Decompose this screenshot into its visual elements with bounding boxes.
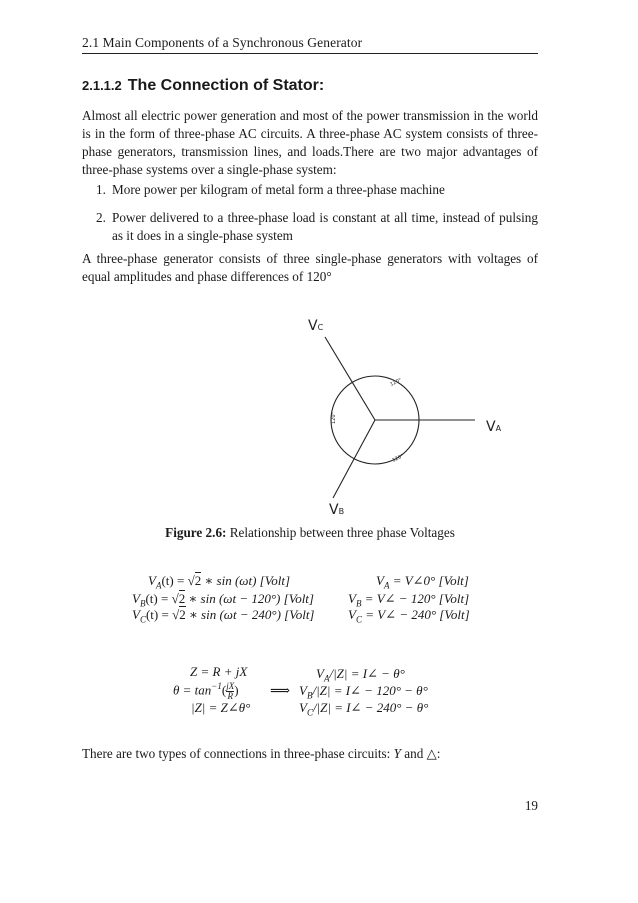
angle-label-ba: 120° (391, 453, 405, 464)
page-number: 19 (524, 798, 538, 813)
generator-paragraph: A three-phase generator consists of three single-phase generators with voltages of equal amplitudes and phase differences of 120° (82, 251, 538, 284)
phasor-equation-c: $V_C$ = V∠ − 240° [Volt] (348, 607, 470, 625)
advantages-list-item-1 (82, 181, 538, 199)
impedance-equation: Z = R + jX (190, 664, 248, 679)
list-item (82, 209, 538, 245)
section-number: 2.1.1.2 (82, 78, 122, 93)
list-marker: 2. (96, 210, 106, 225)
current-equation-c: $V_C/|Z|$ = I∠ − 240° − θ° (299, 700, 429, 718)
voltage-equation-c: $V_C(t) = √2$ ∗ sin (ωt − 240°) [Volt] (132, 607, 315, 625)
list-item-text: More power per kilogram of metal form a three-phase machine (112, 182, 445, 197)
angle-label-cb: 120° (331, 411, 337, 424)
angle-label-ac: 120° (389, 377, 403, 388)
theta-fraction: $\frac{jX}{R}$ (226, 680, 235, 701)
connections-paragraph: There are two types of connections in three-phase circuits: Y and △: (82, 746, 441, 761)
va-label: VA (486, 419, 502, 435)
section-heading (82, 77, 324, 95)
voltage-equation-b: $V_B(t) = √2$ ∗ sin (ωt − 120°) [Volt] (132, 591, 314, 609)
vc-label: VC (308, 318, 324, 334)
phasor-equation-b: $V_B$ = V∠ − 120° [Volt] (348, 591, 470, 609)
header-rule (82, 53, 538, 54)
list-item (82, 181, 538, 199)
phasor-diagram (82, 300, 538, 522)
section-title: The Connection of Stator: (127, 77, 325, 94)
current-equation-b: $V_B/|Z|$ = I∠ − 120° − θ° (299, 683, 428, 701)
phasor-equation-a: $V_A$ = V∠0° [Volt] (376, 573, 469, 591)
running-header: 2.1 Main Components of a Synchronous Generator (82, 35, 363, 50)
vb-label: VB (329, 502, 345, 518)
list-item-text: Power delivered to a three-phase load is constant at all time, instead of pulsing as it does in a single-phase system (112, 210, 538, 243)
theta-equation: $\theta = \tan^{-1}$( $\frac{jX}{R}$ ) (173, 680, 239, 701)
current-equation-a: $V_A/|Z|$ = I∠ − θ° (316, 666, 405, 684)
caption-text: Relationship between three phase Voltages (226, 525, 455, 540)
intro-paragraph: Almost all electric power generation and most of the power transmission in the world is in the form of three-phase AC circuits. A three-phase AC system consists of three-phase generators, transmission lines, and loads.There are two major advantages of three-phase systems over a single-phase system: (82, 108, 538, 177)
advantages-list-item-2 (82, 209, 538, 245)
list-marker: 1. (96, 182, 106, 197)
impedance-magnitude-equation: |Z| = Z∠θ° (191, 700, 251, 715)
voltage-equation-a: $V_A(t) = √2$ ∗ sin (ωt) [Volt] (148, 573, 291, 591)
figure-caption (82, 525, 538, 541)
caption-label: Figure 2.6: (165, 525, 227, 540)
implies-arrow: ⟹ (270, 684, 291, 699)
